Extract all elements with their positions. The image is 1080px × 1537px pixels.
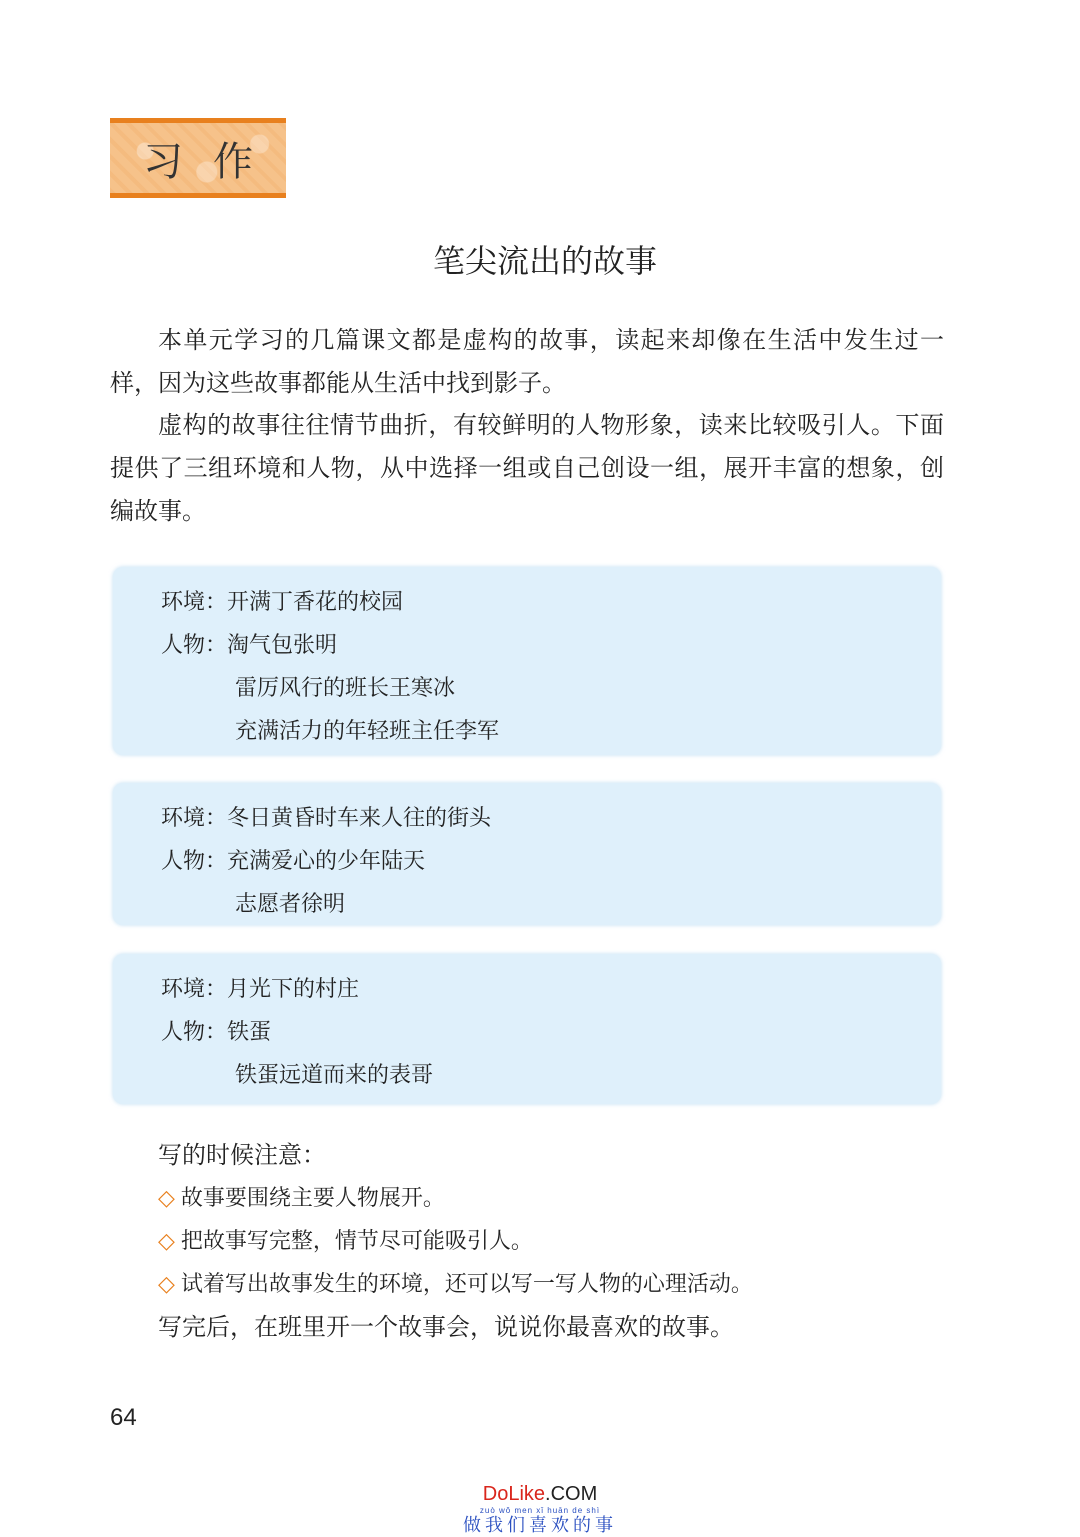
people-label: 人物： [161,1020,228,1045]
page-title: 笔尖流出的故事 [432,242,657,280]
note-text: 试着写出故事发生的环境，还可以写一写人物的心理活动。 [180,1272,753,1297]
scenario-person [161,667,941,710]
scenario-environment [161,581,941,624]
scenario-person [161,710,941,753]
section-label: 习作 [143,138,283,185]
page-number: 64 [110,1404,137,1431]
person-value: 淘气包张明 [227,633,338,658]
diamond-bullet-icon: ◇ [158,1229,175,1254]
note-text: 故事要围绕主要人物展开。 [180,1186,445,1211]
diamond-bullet-icon: ◇ [158,1272,175,1297]
environment-value: 月光下的村庄 [227,977,360,1002]
people-label: 人物： [161,849,228,874]
section-badge [110,118,286,198]
writing-notes [158,1134,958,1349]
environment-value: 冬日黄昏时车来人往的街头 [227,806,492,831]
note-item [158,1263,958,1306]
scenario-person [161,624,941,667]
environment-value: 开满丁香花的校园 [227,590,404,615]
scenario-environment [161,968,941,1011]
watermark [440,1482,640,1537]
watermark-pinyin: zuò wǒ men xǐ huān de shì [479,1506,601,1515]
scenario-person [161,840,941,883]
note-item [158,1177,958,1220]
environment-label: 环境： [161,590,228,615]
closing-instruction: 写完后，在班里开一个故事会，说说你最喜欢的故事。 [158,1313,734,1341]
scenario-environment [161,797,941,840]
person-value: 充满活力的年轻班主任李军 [235,719,500,744]
notes-heading: 写的时候注意： [158,1141,326,1169]
person-value: 铁蛋 [227,1020,272,1045]
watermark-brand-red: DoLike [482,1483,546,1505]
scenario-person [161,1011,941,1054]
environment-label: 环境： [161,806,228,831]
watermark-brand [440,1482,640,1506]
scenario-person [161,883,941,926]
scenario-box-1 [113,567,941,755]
scenario-box-2 [113,783,941,925]
person-value: 铁蛋远道而来的表哥 [235,1063,434,1088]
people-label: 人物： [161,633,228,658]
intro-paragraph-1: 本单元学习的几篇课文都是虚构的故事，读起来却像在生活中发生过一样，因为这些故事都能从生活中找到影子。 [110,326,944,397]
scenario-box-3 [113,954,941,1104]
diamond-bullet-icon: ◇ [158,1186,175,1211]
person-value: 充满爱心的少年陆天 [227,849,426,874]
person-value: 志愿者徐明 [235,892,346,917]
scenario-person [161,1054,941,1097]
note-item [158,1220,958,1263]
intro-paragraph-2: 虚构的故事往往情节曲折，有较鲜明的人物形象，读来比较吸引人。下面提供了三组环境和人物，从中选择一组或自己创设一组，展开丰富的想象，创编故事。 [110,411,944,525]
note-text: 把故事写完整，情节尽可能吸引人。 [180,1229,533,1254]
environment-label: 环境： [161,977,228,1002]
watermark-brand-dark: .COM [545,1483,598,1505]
person-value: 雷厉风行的班长王寒冰 [235,676,456,701]
watermark-slogan: 做我们喜欢的事 [463,1515,617,1536]
